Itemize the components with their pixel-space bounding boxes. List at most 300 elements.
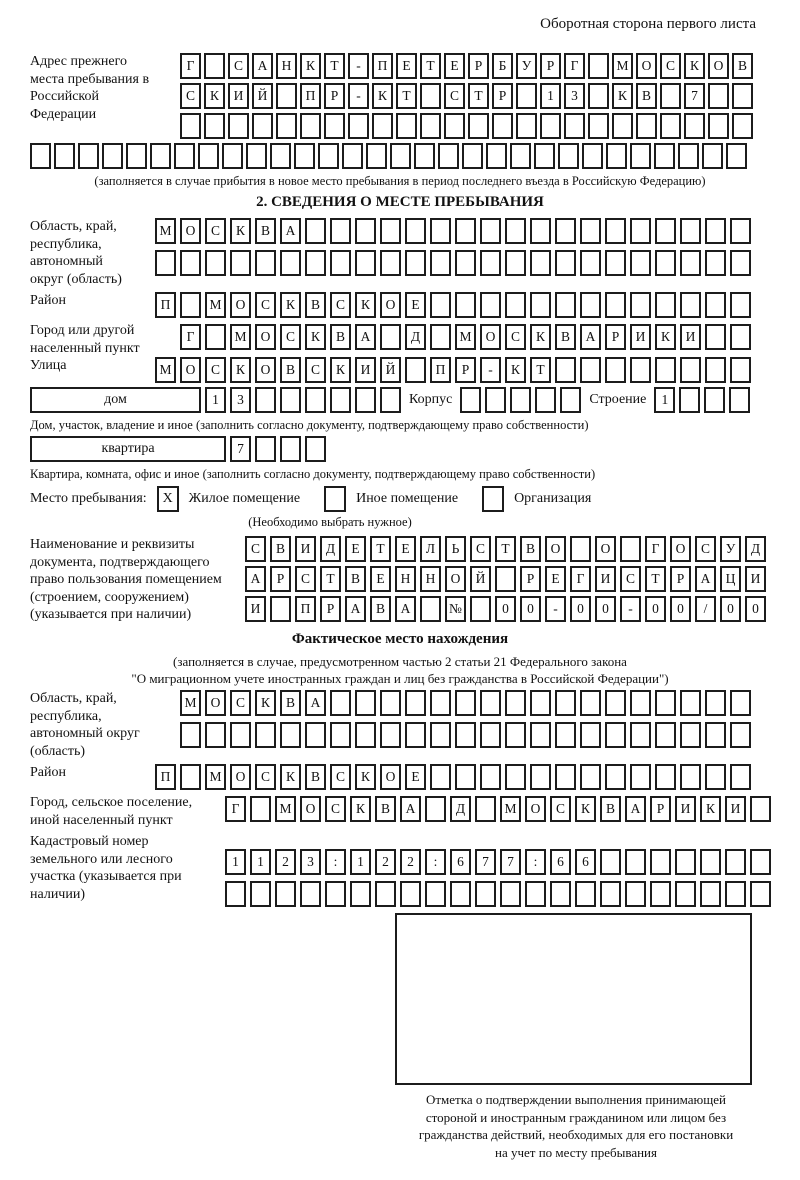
char-cell[interactable]: К <box>230 218 251 244</box>
char-cell[interactable] <box>732 83 753 109</box>
char-cell[interactable]: П <box>155 292 176 318</box>
char-cell[interactable]: 0 <box>595 596 616 622</box>
char-cell[interactable]: В <box>370 596 391 622</box>
char-cell[interactable]: Р <box>324 83 345 109</box>
char-cell[interactable] <box>555 722 576 748</box>
char-cell[interactable]: С <box>660 53 681 79</box>
char-cell[interactable]: М <box>155 357 176 383</box>
char-cell[interactable]: У <box>516 53 537 79</box>
char-cell[interactable] <box>420 596 441 622</box>
char-cell[interactable] <box>280 436 301 462</box>
char-cell[interactable]: К <box>204 83 225 109</box>
char-cell[interactable]: С <box>228 53 249 79</box>
char-cell[interactable] <box>375 881 396 907</box>
char-cell[interactable] <box>505 690 526 716</box>
char-cell[interactable]: С <box>205 357 226 383</box>
char-cell[interactable]: О <box>380 764 401 790</box>
char-cell[interactable]: К <box>612 83 633 109</box>
char-cell[interactable] <box>730 250 751 276</box>
char-cell[interactable] <box>324 113 345 139</box>
char-cell[interactable]: 1 <box>225 849 246 875</box>
char-cell[interactable] <box>198 143 219 169</box>
char-cell[interactable] <box>246 143 267 169</box>
char-cell[interactable] <box>630 690 651 716</box>
char-cell[interactable]: О <box>230 292 251 318</box>
char-cell[interactable] <box>180 113 201 139</box>
char-cell[interactable]: С <box>470 536 491 562</box>
char-cell[interactable] <box>630 292 651 318</box>
char-cell[interactable] <box>750 881 771 907</box>
char-cell[interactable]: Д <box>450 796 471 822</box>
char-cell[interactable]: 3 <box>564 83 585 109</box>
char-cell[interactable]: О <box>670 536 691 562</box>
char-cell[interactable] <box>355 218 376 244</box>
char-cell[interactable]: - <box>620 596 641 622</box>
char-cell[interactable] <box>625 881 646 907</box>
char-cell[interactable]: Й <box>380 357 401 383</box>
char-cell[interactable] <box>280 722 301 748</box>
char-cell[interactable]: К <box>280 292 301 318</box>
char-cell[interactable] <box>505 218 526 244</box>
char-cell[interactable] <box>180 722 201 748</box>
char-cell[interactable] <box>678 143 699 169</box>
char-cell[interactable]: К <box>575 796 596 822</box>
char-cell[interactable] <box>30 143 51 169</box>
char-cell[interactable]: П <box>300 83 321 109</box>
char-cell[interactable]: М <box>500 796 521 822</box>
char-cell[interactable]: : <box>325 849 346 875</box>
char-cell[interactable] <box>480 292 501 318</box>
char-cell[interactable] <box>655 357 676 383</box>
char-cell[interactable] <box>325 881 346 907</box>
char-cell[interactable]: 2 <box>400 849 421 875</box>
char-cell[interactable]: М <box>155 218 176 244</box>
char-cell[interactable] <box>588 53 609 79</box>
char-cell[interactable]: 0 <box>670 596 691 622</box>
char-cell[interactable]: Ц <box>720 566 741 592</box>
char-cell[interactable]: Н <box>395 566 416 592</box>
char-cell[interactable] <box>78 143 99 169</box>
char-cell[interactable] <box>732 113 753 139</box>
char-cell[interactable] <box>630 722 651 748</box>
char-cell[interactable]: 2 <box>375 849 396 875</box>
char-cell[interactable]: П <box>372 53 393 79</box>
char-cell[interactable]: Т <box>320 566 341 592</box>
char-cell[interactable]: 1 <box>540 83 561 109</box>
char-cell[interactable] <box>510 143 531 169</box>
char-cell[interactable] <box>700 881 721 907</box>
char-cell[interactable]: П <box>155 764 176 790</box>
char-cell[interactable] <box>480 690 501 716</box>
char-cell[interactable] <box>355 387 376 413</box>
char-cell[interactable]: С <box>695 536 716 562</box>
char-cell[interactable] <box>650 849 671 875</box>
char-cell[interactable]: О <box>525 796 546 822</box>
char-cell[interactable]: С <box>505 324 526 350</box>
char-cell[interactable] <box>350 881 371 907</box>
char-cell[interactable] <box>460 387 481 413</box>
char-cell[interactable] <box>606 143 627 169</box>
char-cell[interactable] <box>540 113 561 139</box>
char-cell[interactable]: О <box>230 764 251 790</box>
char-cell[interactable]: В <box>375 796 396 822</box>
char-cell[interactable] <box>560 387 581 413</box>
char-cell[interactable]: 7 <box>475 849 496 875</box>
char-cell[interactable]: Г <box>180 324 201 350</box>
char-cell[interactable] <box>600 849 621 875</box>
char-cell[interactable]: К <box>305 324 326 350</box>
char-cell[interactable] <box>255 436 276 462</box>
char-cell[interactable] <box>679 387 700 413</box>
char-cell[interactable] <box>555 764 576 790</box>
char-cell[interactable] <box>530 292 551 318</box>
char-cell[interactable]: М <box>455 324 476 350</box>
char-cell[interactable] <box>705 250 726 276</box>
char-cell[interactable] <box>660 113 681 139</box>
char-cell[interactable]: 7 <box>684 83 705 109</box>
char-cell[interactable]: А <box>345 596 366 622</box>
char-cell[interactable] <box>580 250 601 276</box>
char-cell[interactable] <box>430 250 451 276</box>
char-cell[interactable]: К <box>505 357 526 383</box>
char-cell[interactable]: Й <box>470 566 491 592</box>
char-cell[interactable] <box>230 250 251 276</box>
char-cell[interactable] <box>455 764 476 790</box>
char-cell[interactable]: И <box>675 796 696 822</box>
char-cell[interactable]: 0 <box>520 596 541 622</box>
char-cell[interactable]: О <box>300 796 321 822</box>
char-cell[interactable]: Д <box>745 536 766 562</box>
char-cell[interactable]: К <box>372 83 393 109</box>
char-cell[interactable] <box>555 250 576 276</box>
char-cell[interactable] <box>750 849 771 875</box>
char-cell[interactable] <box>305 218 326 244</box>
char-cell[interactable] <box>750 796 771 822</box>
char-cell[interactable]: К <box>230 357 251 383</box>
char-cell[interactable] <box>300 113 321 139</box>
char-cell[interactable] <box>380 218 401 244</box>
char-cell[interactable] <box>530 218 551 244</box>
char-cell[interactable]: А <box>245 566 266 592</box>
char-cell[interactable] <box>684 113 705 139</box>
char-cell[interactable] <box>605 722 626 748</box>
char-cell[interactable] <box>225 881 246 907</box>
char-cell[interactable]: С <box>305 357 326 383</box>
char-cell[interactable] <box>414 143 435 169</box>
char-cell[interactable] <box>558 143 579 169</box>
char-cell[interactable] <box>380 250 401 276</box>
char-cell[interactable] <box>612 113 633 139</box>
char-cell[interactable] <box>372 113 393 139</box>
char-cell[interactable]: А <box>280 218 301 244</box>
char-cell[interactable] <box>680 218 701 244</box>
char-cell[interactable] <box>180 250 201 276</box>
char-cell[interactable] <box>276 113 297 139</box>
char-cell[interactable]: М <box>230 324 251 350</box>
char-cell[interactable] <box>480 250 501 276</box>
char-cell[interactable]: 2 <box>275 849 296 875</box>
char-cell[interactable] <box>705 324 726 350</box>
char-cell[interactable] <box>405 690 426 716</box>
char-cell[interactable]: В <box>330 324 351 350</box>
char-cell[interactable]: И <box>595 566 616 592</box>
char-cell[interactable] <box>555 357 576 383</box>
char-cell[interactable]: О <box>636 53 657 79</box>
char-cell[interactable]: - <box>348 83 369 109</box>
char-cell[interactable]: В <box>305 764 326 790</box>
char-cell[interactable] <box>555 292 576 318</box>
char-cell[interactable]: 1 <box>654 387 675 413</box>
char-cell[interactable]: П <box>295 596 316 622</box>
char-cell[interactable] <box>530 250 551 276</box>
char-cell[interactable] <box>582 143 603 169</box>
char-cell[interactable] <box>430 722 451 748</box>
char-cell[interactable] <box>680 764 701 790</box>
char-cell[interactable] <box>150 143 171 169</box>
char-cell[interactable] <box>730 324 751 350</box>
char-cell[interactable] <box>505 722 526 748</box>
char-cell[interactable] <box>510 387 531 413</box>
char-cell[interactable] <box>525 881 546 907</box>
char-cell[interactable] <box>250 881 271 907</box>
char-cell[interactable] <box>705 722 726 748</box>
char-cell[interactable] <box>580 292 601 318</box>
char-cell[interactable] <box>330 722 351 748</box>
char-cell[interactable] <box>348 113 369 139</box>
char-cell[interactable] <box>705 764 726 790</box>
char-cell[interactable]: В <box>305 292 326 318</box>
char-cell[interactable] <box>270 143 291 169</box>
char-cell[interactable]: - <box>348 53 369 79</box>
char-cell[interactable]: 1 <box>250 849 271 875</box>
char-cell[interactable]: В <box>600 796 621 822</box>
char-cell[interactable]: С <box>230 690 251 716</box>
char-cell[interactable] <box>655 292 676 318</box>
char-cell[interactable]: Р <box>670 566 691 592</box>
char-cell[interactable] <box>530 690 551 716</box>
char-cell[interactable]: С <box>330 764 351 790</box>
char-cell[interactable] <box>555 690 576 716</box>
char-cell[interactable]: А <box>580 324 601 350</box>
char-cell[interactable]: М <box>180 690 201 716</box>
char-cell[interactable] <box>430 690 451 716</box>
char-cell[interactable]: В <box>732 53 753 79</box>
char-cell[interactable] <box>564 113 585 139</box>
char-cell[interactable] <box>155 250 176 276</box>
char-cell[interactable]: В <box>636 83 657 109</box>
char-cell[interactable]: 0 <box>720 596 741 622</box>
char-cell[interactable]: Т <box>420 53 441 79</box>
char-cell[interactable] <box>730 292 751 318</box>
char-cell[interactable] <box>680 722 701 748</box>
char-cell[interactable]: О <box>205 690 226 716</box>
char-cell[interactable] <box>405 722 426 748</box>
char-cell[interactable]: Н <box>420 566 441 592</box>
char-cell[interactable]: Ь <box>445 536 466 562</box>
char-cell[interactable]: 6 <box>575 849 596 875</box>
char-cell[interactable] <box>470 596 491 622</box>
char-cell[interactable]: О <box>708 53 729 79</box>
char-cell[interactable] <box>228 113 249 139</box>
char-cell[interactable] <box>605 250 626 276</box>
char-cell[interactable] <box>275 881 296 907</box>
char-cell[interactable] <box>305 436 326 462</box>
char-cell[interactable] <box>620 536 641 562</box>
char-cell[interactable] <box>396 113 417 139</box>
char-cell[interactable] <box>270 596 291 622</box>
char-cell[interactable]: Р <box>468 53 489 79</box>
char-cell[interactable] <box>430 764 451 790</box>
char-cell[interactable] <box>174 143 195 169</box>
char-cell[interactable] <box>725 849 746 875</box>
char-cell[interactable]: К <box>280 764 301 790</box>
char-cell[interactable]: / <box>695 596 716 622</box>
char-cell[interactable]: М <box>612 53 633 79</box>
char-cell[interactable] <box>255 387 276 413</box>
char-cell[interactable]: 0 <box>645 596 666 622</box>
char-cell[interactable] <box>605 218 626 244</box>
char-cell[interactable] <box>505 250 526 276</box>
char-cell[interactable] <box>580 690 601 716</box>
char-cell[interactable]: Р <box>492 83 513 109</box>
char-cell[interactable]: И <box>745 566 766 592</box>
char-cell[interactable] <box>505 292 526 318</box>
char-cell[interactable] <box>705 292 726 318</box>
char-cell[interactable] <box>425 881 446 907</box>
char-cell[interactable] <box>505 764 526 790</box>
char-cell[interactable]: Т <box>396 83 417 109</box>
char-cell[interactable] <box>330 387 351 413</box>
char-cell[interactable]: 1 <box>205 387 226 413</box>
char-cell[interactable] <box>400 881 421 907</box>
char-cell[interactable]: : <box>425 849 446 875</box>
char-cell[interactable] <box>342 143 363 169</box>
char-cell[interactable] <box>605 764 626 790</box>
char-cell[interactable]: И <box>630 324 651 350</box>
char-cell[interactable] <box>730 722 751 748</box>
char-cell[interactable] <box>280 387 301 413</box>
char-cell[interactable]: Й <box>252 83 273 109</box>
char-cell[interactable]: О <box>595 536 616 562</box>
char-cell[interactable]: Е <box>405 292 426 318</box>
char-cell[interactable] <box>380 387 401 413</box>
char-cell[interactable]: С <box>295 566 316 592</box>
char-cell[interactable] <box>588 113 609 139</box>
char-cell[interactable] <box>730 357 751 383</box>
char-cell[interactable] <box>680 292 701 318</box>
char-cell[interactable]: И <box>295 536 316 562</box>
char-cell[interactable]: Т <box>530 357 551 383</box>
char-cell[interactable]: - <box>545 596 566 622</box>
char-cell[interactable] <box>276 83 297 109</box>
char-cell[interactable]: С <box>205 218 226 244</box>
char-cell[interactable]: В <box>555 324 576 350</box>
char-cell[interactable]: Г <box>570 566 591 592</box>
char-cell[interactable]: В <box>280 690 301 716</box>
char-cell[interactable] <box>530 722 551 748</box>
char-cell[interactable] <box>455 250 476 276</box>
char-cell[interactable]: Л <box>420 536 441 562</box>
checkbox-organization[interactable] <box>482 486 504 512</box>
char-cell[interactable] <box>530 764 551 790</box>
char-cell[interactable] <box>730 764 751 790</box>
char-cell[interactable]: Е <box>545 566 566 592</box>
char-cell[interactable] <box>255 250 276 276</box>
char-cell[interactable]: 0 <box>495 596 516 622</box>
char-cell[interactable]: С <box>180 83 201 109</box>
char-cell[interactable]: С <box>550 796 571 822</box>
char-cell[interactable] <box>705 357 726 383</box>
char-cell[interactable] <box>605 357 626 383</box>
char-cell[interactable]: В <box>255 218 276 244</box>
char-cell[interactable]: Е <box>405 764 426 790</box>
char-cell[interactable] <box>535 387 556 413</box>
char-cell[interactable]: М <box>275 796 296 822</box>
char-cell[interactable]: Г <box>225 796 246 822</box>
char-cell[interactable] <box>420 83 441 109</box>
char-cell[interactable] <box>660 83 681 109</box>
char-cell[interactable] <box>305 722 326 748</box>
char-cell[interactable]: : <box>525 849 546 875</box>
char-cell[interactable] <box>180 292 201 318</box>
char-cell[interactable]: С <box>444 83 465 109</box>
char-cell[interactable] <box>480 722 501 748</box>
char-cell[interactable] <box>355 690 376 716</box>
char-cell[interactable] <box>730 218 751 244</box>
char-cell[interactable] <box>430 324 451 350</box>
char-cell[interactable]: К <box>255 690 276 716</box>
char-cell[interactable] <box>625 849 646 875</box>
char-cell[interactable]: К <box>330 357 351 383</box>
char-cell[interactable]: № <box>445 596 466 622</box>
char-cell[interactable] <box>630 357 651 383</box>
char-cell[interactable] <box>516 83 537 109</box>
char-cell[interactable] <box>704 387 725 413</box>
char-cell[interactable]: К <box>700 796 721 822</box>
char-cell[interactable] <box>204 53 225 79</box>
char-cell[interactable] <box>655 250 676 276</box>
char-cell[interactable]: О <box>255 324 276 350</box>
char-cell[interactable] <box>305 387 326 413</box>
char-cell[interactable] <box>102 143 123 169</box>
char-cell[interactable]: 3 <box>230 387 251 413</box>
char-cell[interactable] <box>730 690 751 716</box>
char-cell[interactable]: О <box>545 536 566 562</box>
char-cell[interactable]: К <box>355 292 376 318</box>
char-cell[interactable] <box>438 143 459 169</box>
char-cell[interactable] <box>516 113 537 139</box>
char-cell[interactable]: О <box>480 324 501 350</box>
char-cell[interactable]: Р <box>320 596 341 622</box>
char-cell[interactable] <box>580 722 601 748</box>
char-cell[interactable]: В <box>520 536 541 562</box>
char-cell[interactable] <box>630 764 651 790</box>
char-cell[interactable] <box>450 881 471 907</box>
char-cell[interactable] <box>480 218 501 244</box>
char-cell[interactable] <box>255 722 276 748</box>
char-cell[interactable] <box>366 143 387 169</box>
char-cell[interactable] <box>534 143 555 169</box>
char-cell[interactable] <box>705 218 726 244</box>
char-cell[interactable] <box>708 113 729 139</box>
char-cell[interactable]: Р <box>520 566 541 592</box>
char-cell[interactable]: Г <box>564 53 585 79</box>
char-cell[interactable] <box>405 357 426 383</box>
char-cell[interactable] <box>605 292 626 318</box>
char-cell[interactable]: С <box>330 292 351 318</box>
char-cell[interactable] <box>318 143 339 169</box>
char-cell[interactable]: В <box>345 566 366 592</box>
